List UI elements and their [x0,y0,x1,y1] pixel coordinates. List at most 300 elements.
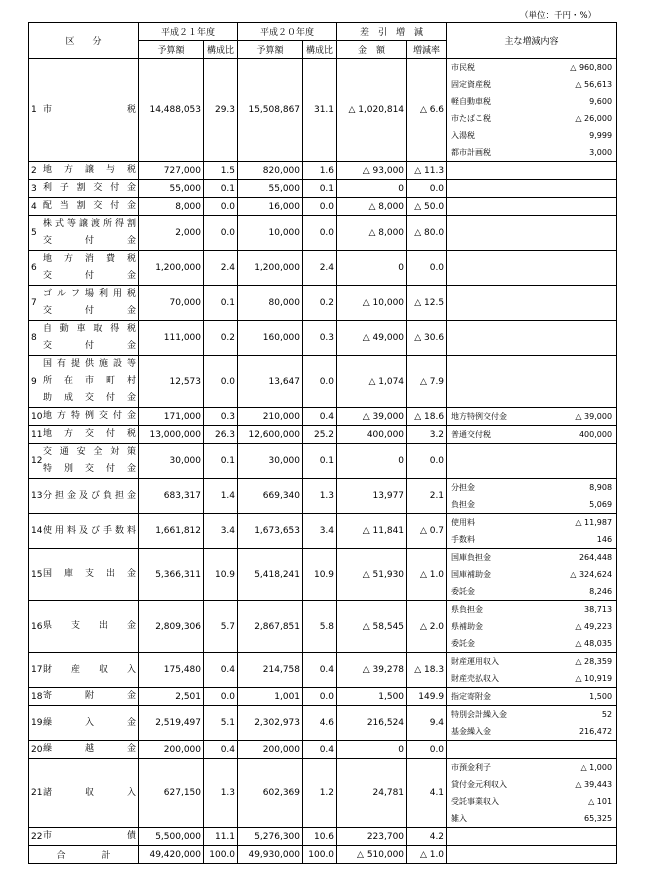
ratio-fy21: 5.1 [204,706,238,741]
note-label: 入湯税 [451,131,476,140]
row-number: 13 [31,491,43,501]
ratio-fy20: 3.4 [303,514,337,549]
notes-cell [447,356,617,408]
budget-fy21: 70,000 [139,286,204,321]
ratio-fy21: 0.3 [204,408,238,426]
budget-fy21: 30,000 [139,444,204,479]
revenue-budget-table [28,22,617,864]
row-label-lines [43,444,136,478]
ratio-fy21: 0.1 [204,286,238,321]
ratio-fy20: 1.3 [303,479,337,514]
row-label-lines [43,286,136,320]
total-label: 合 計 [29,846,139,864]
notes-cell [447,706,617,741]
notes-cell [447,653,617,688]
ratio-fy21: 0.1 [204,444,238,479]
row-number: 22 [31,831,43,842]
row-label-text: 助成交付金 [43,393,136,403]
note-value: △ 56,613 [575,80,613,89]
notes-cell [447,741,617,759]
note-label: 市たばこ税 [451,114,492,123]
notes-cell [447,162,617,180]
row-label-text: 配当割交付金 [43,201,136,211]
header-ratio21: 構成比 [204,41,238,59]
row-label-text: 繰 入 金 [43,717,136,728]
note-value: △ 49,223 [575,622,613,631]
header-diff: 差 引 増 減 [337,23,447,41]
note-label: 軽自動車税 [451,97,492,106]
note-line [449,127,614,144]
diff-amount: 13,977 [337,479,407,514]
row-label-wrap [31,321,136,355]
note-line [449,670,614,687]
row-label [29,162,139,180]
row-label-text: 交 付 金 [43,236,136,246]
row-label-wrap [31,180,136,197]
budget-fy21: 2,519,497 [139,706,204,741]
notes-cell [447,321,617,356]
table-row [29,479,617,514]
note-line [449,514,614,531]
diff-rate: 0.0 [407,444,447,479]
note-value: △ 101 [588,797,613,806]
diff-amount: △ 8,000 [337,198,407,216]
note-line [449,496,614,513]
ratio-fy20: 0.0 [303,356,337,408]
ratio-fy20: 2.4 [303,251,337,286]
row-number: 16 [31,621,43,632]
budget-fy20: 669,340 [238,479,303,514]
budget-fy20: 12,600,000 [238,426,303,444]
budget-fy20: 55,000 [238,180,303,198]
note-label: 県負担金 [451,605,484,614]
notes-cell [447,198,617,216]
diff-amount: △ 39,000 [337,408,407,426]
table-row [29,444,617,479]
table-row [29,601,617,653]
ratio-fy21: 29.3 [204,59,238,162]
note-value: 264,448 [578,553,613,562]
row-label-lines [43,715,136,732]
row-number: 1 [31,105,37,115]
note-line [449,706,614,723]
row-label-lines [43,102,136,119]
unit-label: （単位：千円・%） [520,11,597,21]
note-label: 手数料 [451,535,476,544]
note-line [449,408,614,425]
note-value: 9,999 [589,131,613,140]
total-diff-amount: △ 510,000 [337,846,407,864]
diff-amount: 0 [337,741,407,759]
diff-rate: 0.0 [407,180,447,198]
ratio-fy20: 10.9 [303,549,337,601]
note-value: △ 10,919 [575,674,613,683]
table-row [29,688,617,706]
row-number: 6 [31,263,37,273]
row-label [29,444,139,479]
row-label-text: 県 支 出 金 [43,621,136,631]
notes-cell [447,479,617,514]
note-line [449,653,614,670]
note-value: 216,472 [578,727,613,736]
note-line [449,601,614,618]
row-label [29,759,139,828]
diff-rate: 4.1 [407,759,447,828]
row-label-wrap [31,523,136,540]
ratio-fy21: 1.5 [204,162,238,180]
budget-fy21: 2,501 [139,688,204,706]
ratio-fy21: 0.0 [204,688,238,706]
row-label-text: 地方消費税 [43,254,136,264]
diff-amount: 0 [337,444,407,479]
row-label [29,601,139,653]
table-row [29,408,617,426]
row-number: 2 [31,165,37,176]
row-label-wrap [31,488,136,505]
diff-rate: △ 18.3 [407,653,447,688]
row-label-text: 諸 収 入 [43,787,136,798]
table-row [29,828,617,846]
notes-cell [447,251,617,286]
header-budget20: 予算額 [238,41,303,59]
row-number: 18 [31,691,43,702]
ratio-fy21: 0.4 [204,741,238,759]
diff-rate: △ 11.3 [407,162,447,180]
budget-fy20: 214,758 [238,653,303,688]
row-label [29,741,139,759]
ratio-fy21: 3.4 [204,514,238,549]
budget-fy20: 5,276,300 [238,828,303,846]
header-fy21: 平成２１年度 [139,23,238,41]
row-number: 5 [31,228,37,238]
budget-fy21: 2,000 [139,216,204,251]
ratio-fy20: 0.4 [303,741,337,759]
ratio-fy20: 0.0 [303,688,337,706]
budget-fy20: 160,000 [238,321,303,356]
row-label-wrap [31,102,136,119]
table-row [29,514,617,549]
note-value: △ 26,000 [575,114,613,123]
row-label-wrap [31,618,136,635]
ratio-fy21: 1.4 [204,479,238,514]
budget-fy20: 1,200,000 [238,251,303,286]
table-row [29,706,617,741]
row-label-wrap [31,251,136,285]
row-label-wrap [31,216,136,250]
notes-cell [447,408,617,426]
ratio-fy21: 26.3 [204,426,238,444]
row-label-wrap [31,444,136,478]
diff-amount: △ 49,000 [337,321,407,356]
diff-amount: 223,700 [337,828,407,846]
ratio-fy21: 0.2 [204,321,238,356]
row-label-text: 地方特例交付金 [43,411,136,421]
diff-amount: 400,000 [337,426,407,444]
ratio-fy20: 0.0 [303,216,337,251]
row-label-lines [43,408,136,425]
note-line [449,776,614,793]
row-label-lines [43,566,136,583]
note-line [449,583,614,600]
diff-rate: △ 1.0 [407,549,447,601]
header-budget21: 予算額 [139,41,204,59]
note-value: △ 11,987 [575,518,613,527]
budget-fy20: 16,000 [238,198,303,216]
diff-rate: △ 80.0 [407,216,447,251]
row-label-wrap [31,715,136,732]
row-label-lines [43,688,136,705]
diff-rate: △ 7.9 [407,356,447,408]
row-label [29,514,139,549]
budget-fy21: 2,809,306 [139,601,204,653]
note-value: △ 960,800 [570,63,613,72]
note-line [449,426,614,443]
budget-fy21: 5,500,000 [139,828,204,846]
budget-fy21: 8,000 [139,198,204,216]
note-line [449,793,614,810]
note-line [449,723,614,740]
note-value: 146 [596,535,613,544]
diff-rate: 0.0 [407,741,447,759]
note-value: 38,713 [584,605,613,614]
row-label-lines [43,356,136,407]
budget-fy20: 10,000 [238,216,303,251]
diff-amount: 1,500 [337,688,407,706]
table-row [29,653,617,688]
row-number: 17 [31,665,43,675]
note-line [449,531,614,548]
notes-cell [447,216,617,251]
row-label-text: 利子割交付金 [43,183,136,193]
ratio-fy20: 5.8 [303,601,337,653]
budget-fy21: 13,000,000 [139,426,204,444]
note-value: △ 324,624 [570,570,613,579]
row-label-wrap [31,566,136,583]
total-ratio-fy21: 100.0 [204,846,238,864]
table-row [29,198,617,216]
row-label [29,653,139,688]
diff-amount: △ 58,545 [337,601,407,653]
budget-fy21: 727,000 [139,162,204,180]
note-line [449,59,614,76]
note-label: 委託金 [451,639,476,648]
table-row [29,426,617,444]
table-row [29,162,617,180]
diff-rate: 2.1 [407,479,447,514]
header-ratio20: 構成比 [303,41,337,59]
row-label [29,59,139,162]
diff-amount: △ 1,020,814 [337,59,407,162]
note-value: △ 1,000 [580,763,613,772]
budget-fy20: 1,001 [238,688,303,706]
note-value: 1,500 [589,692,613,701]
ratio-fy20: 0.3 [303,321,337,356]
total-budget-fy20: 49,930,000 [238,846,303,864]
budget-fy20: 5,418,241 [238,549,303,601]
budget-fy21: 1,661,812 [139,514,204,549]
note-value: 65,325 [584,814,613,823]
budget-fy20: 2,867,851 [238,601,303,653]
note-label: 固定資産税 [451,80,492,89]
row-number: 8 [31,333,37,343]
diff-amount: △ 93,000 [337,162,407,180]
total-notes [447,846,617,864]
note-line [449,759,614,776]
budget-fy21: 12,573 [139,356,204,408]
ratio-fy21: 11.1 [204,828,238,846]
note-label: 普通交付税 [451,430,492,439]
note-label: 国庫補助金 [451,570,492,579]
ratio-fy20: 0.1 [303,444,337,479]
header-notes: 主な増減内容 [447,23,617,59]
header-rate: 増減率 [407,41,447,59]
note-value: 400,000 [578,430,613,439]
note-label: 地方特例交付金 [451,412,508,421]
row-label-lines [43,180,136,197]
row-number: 7 [31,298,37,308]
ratio-fy20: 0.2 [303,286,337,321]
diff-rate: △ 0.7 [407,514,447,549]
ratio-fy20: 0.4 [303,408,337,426]
row-label [29,321,139,356]
row-label [29,356,139,408]
ratio-fy20: 1.2 [303,759,337,828]
note-label: 市民税 [451,63,476,72]
row-label [29,426,139,444]
budget-fy20: 200,000 [238,741,303,759]
row-label-text: 交 付 金 [43,341,136,351]
row-label-text: 自動車取得税 [43,324,136,334]
diff-rate: 9.4 [407,706,447,741]
note-label: 分担金 [451,483,476,492]
ratio-fy20: 25.2 [303,426,337,444]
row-label-lines [43,662,136,679]
budget-fy20: 602,369 [238,759,303,828]
row-label [29,180,139,198]
budget-fy21: 1,200,000 [139,251,204,286]
row-label-lines [43,426,136,443]
note-value: △ 48,035 [575,639,613,648]
budget-fy21: 683,317 [139,479,204,514]
diff-rate: 0.0 [407,251,447,286]
row-label-lines [43,321,136,355]
budget-fy21: 5,366,311 [139,549,204,601]
row-label-wrap [31,408,136,425]
total-budget-fy21: 49,420,000 [139,846,204,864]
ratio-fy20: 31.1 [303,59,337,162]
row-label-text: 特別交付金 [43,464,136,474]
notes-cell [447,549,617,601]
row-label-lines [43,618,136,635]
table-row [29,759,617,828]
budget-fy21: 14,488,053 [139,59,204,162]
row-label-text: 財 産 収 入 [43,664,136,675]
diff-amount: 0 [337,180,407,198]
row-label-text: 分担金及び負担金 [43,490,136,501]
ratio-fy21: 0.0 [204,198,238,216]
row-label-text: 国有提供施設等 [43,359,136,369]
note-value: 5,069 [589,500,613,509]
note-label: 市預金利子 [451,763,492,772]
row-label [29,198,139,216]
table-row [29,216,617,251]
note-label: 基金繰入金 [451,727,492,736]
row-label-wrap [31,426,136,443]
diff-rate: △ 6.6 [407,59,447,162]
row-label-wrap [31,162,136,179]
table-row [29,549,617,601]
diff-rate: △ 30.6 [407,321,447,356]
row-label-wrap [31,741,136,758]
ratio-fy21: 0.0 [204,216,238,251]
notes-cell [447,59,617,162]
ratio-fy21: 10.9 [204,549,238,601]
row-label [29,688,139,706]
row-label-lines [43,216,136,250]
note-value: 8,246 [589,587,613,596]
header-amount: 金 額 [337,41,407,59]
table-row [29,59,617,162]
budget-fy20: 15,508,867 [238,59,303,162]
note-line [449,566,614,583]
row-label [29,251,139,286]
header-fy20: 平成２０年度 [238,23,337,41]
row-label-wrap [31,688,136,705]
row-label [29,549,139,601]
notes-cell [447,759,617,828]
row-number: 20 [31,744,43,755]
row-number: 19 [31,718,43,728]
diff-rate: △ 2.0 [407,601,447,653]
row-label-text: 繰 越 金 [43,744,136,754]
note-label: 受託事業収入 [451,797,500,806]
row-label-text: 市 税 [43,104,136,115]
ratio-fy20: 4.6 [303,706,337,741]
note-value: 52 [601,710,613,719]
row-label [29,706,139,741]
diff-amount: △ 10,000 [337,286,407,321]
notes-cell [447,601,617,653]
budget-fy20: 210,000 [238,408,303,426]
row-label-text: 交 付 金 [43,306,136,316]
diff-rate: △ 18.6 [407,408,447,426]
budget-fy20: 2,302,973 [238,706,303,741]
budget-fy21: 200,000 [139,741,204,759]
table-row [29,286,617,321]
total-ratio-fy20: 100.0 [303,846,337,864]
row-label-text: 株式等譲渡所得割 [43,219,136,229]
row-label [29,216,139,251]
notes-cell [447,426,617,444]
note-label: 国庫負担金 [451,553,492,562]
diff-amount: △ 1,074 [337,356,407,408]
note-label: 県補助金 [451,622,484,631]
row-label-lines [43,162,136,179]
ratio-fy21: 0.1 [204,180,238,198]
row-label-text: 国庫支出金 [43,569,136,579]
diff-amount: △ 51,930 [337,549,407,601]
budget-fy21: 55,000 [139,180,204,198]
budget-fy21: 111,000 [139,321,204,356]
row-label-wrap [31,198,136,215]
ratio-fy21: 2.4 [204,251,238,286]
diff-amount: 0 [337,251,407,286]
row-label-text: 地方譲与税 [43,165,136,175]
row-label-text: 地方交付税 [43,429,136,439]
row-label-lines [43,828,136,845]
row-label-lines [43,198,136,215]
note-value: 9,600 [589,97,613,106]
